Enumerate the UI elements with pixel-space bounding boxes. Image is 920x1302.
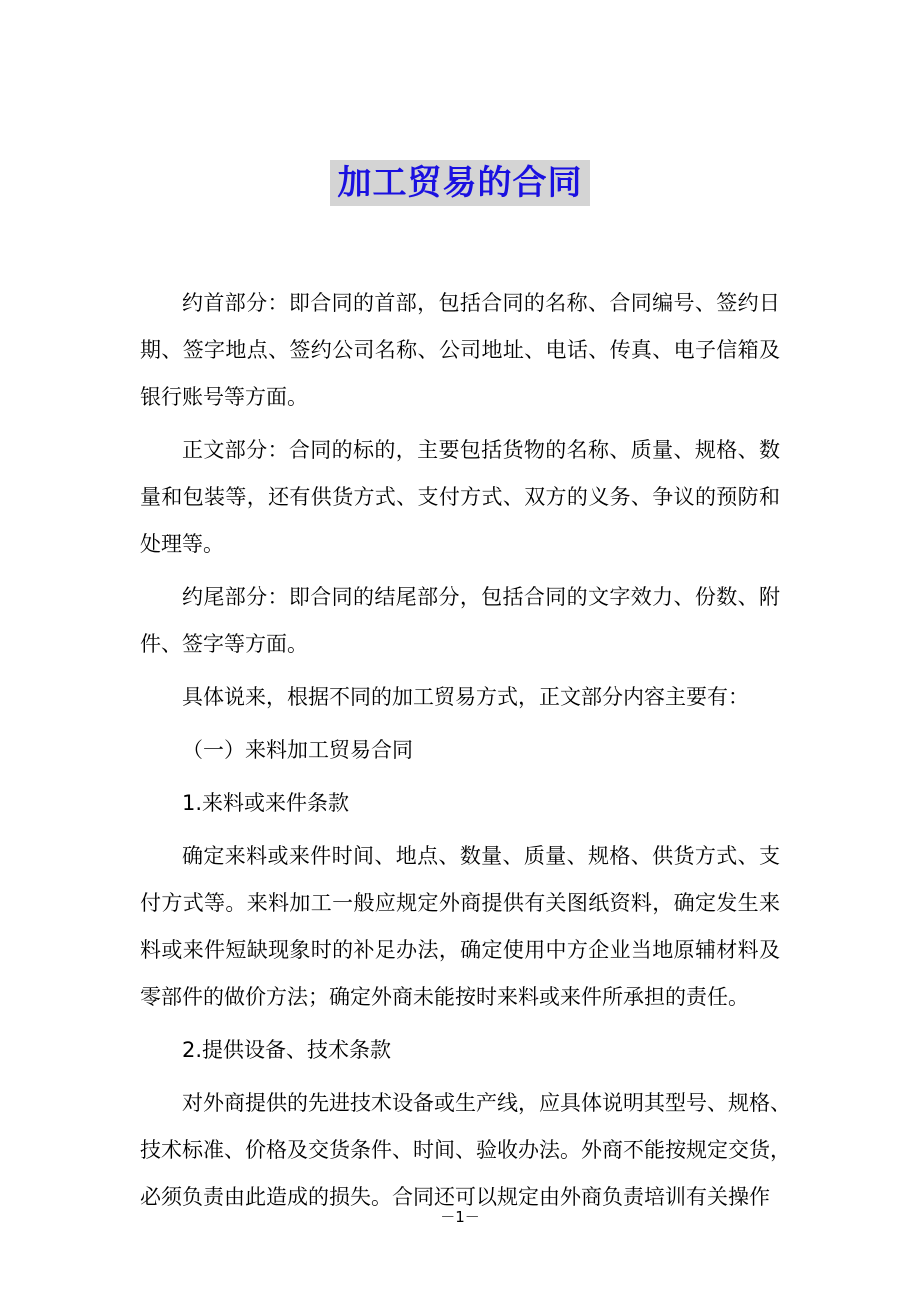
paragraph xyxy=(140,1084,791,1225)
text-line: 量和包装等，还有供货方式、支付方式、双方的义务、争议的预防和 xyxy=(140,485,780,509)
text-line: 处理等。 xyxy=(140,532,224,556)
text-line: 约首部分：即合同的首部，包括合同的名称、合同编号、签约日 xyxy=(182,291,780,315)
text-line: 确定来料或来件时间、地点、数量、质量、规格、供货方式、支 xyxy=(182,844,780,868)
text-line: 付方式等。来料加工一般应规定外商提供有关图纸资料，确定发生来 xyxy=(140,891,780,915)
text-line: 料或来件短缺现象时的补足办法，确定使用中方企业当地原辅材料及 xyxy=(140,938,780,962)
text-line: 正文部分：合同的标的，主要包括货物的名称、质量、规格、数 xyxy=(182,438,780,462)
text-line: 具体说来，根据不同的加工贸易方式，正文部分内容主要有： xyxy=(182,685,749,709)
text-line: 期、签字地点、签约公司名称、公司地址、电话、传真、电子信箱及 xyxy=(140,338,780,362)
text-line: 技术标准、价格及交货条件、时间、验收办法。外商不能按规定交货， xyxy=(140,1138,791,1162)
text-line: 对外商提供的先进技术设备或生产线，应具体说明其型号、规格、 xyxy=(182,1091,791,1115)
text-line: 零部件的做价方法；确定外商未能按时来料或来件所承担的责任。 xyxy=(140,985,749,1009)
text-line: 2.提供设备、技术条款 xyxy=(182,1038,392,1062)
paragraph xyxy=(140,837,780,1025)
text-line: （一）来料加工贸易合同 xyxy=(182,738,413,762)
page-number: －1－ xyxy=(440,1208,480,1226)
document-title: 加工贸易的合同 xyxy=(330,160,590,206)
paragraph xyxy=(140,578,780,672)
text-line: 银行账号等方面。 xyxy=(140,385,308,409)
paragraph xyxy=(140,731,780,778)
paragraph xyxy=(140,784,780,831)
text-line: 件、签字等方面。 xyxy=(140,632,308,656)
paragraph xyxy=(140,1031,780,1078)
document-body xyxy=(140,284,791,1231)
paragraph xyxy=(140,678,780,725)
paragraph xyxy=(140,284,780,425)
text-line: 必须负责由此造成的损失。合同还可以规定由外商负责培训有关操作 xyxy=(140,1185,770,1209)
paragraph xyxy=(140,431,780,572)
text-line: 1.来料或来件条款 xyxy=(182,791,350,815)
text-line: 约尾部分：即合同的结尾部分，包括合同的文字效力、份数、附 xyxy=(182,585,780,609)
